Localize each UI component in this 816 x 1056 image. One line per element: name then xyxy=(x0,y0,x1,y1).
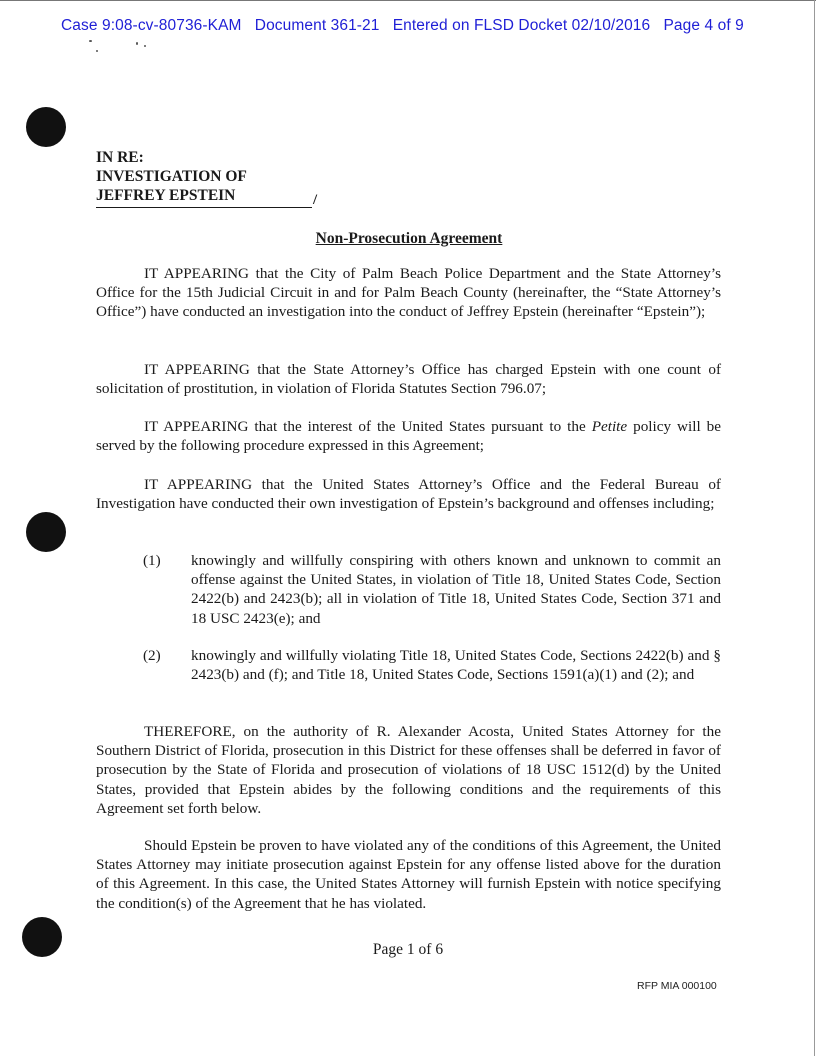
scan-top-edge xyxy=(0,0,816,1)
docket-header xyxy=(61,17,744,35)
paragraph: IT APPEARING that the interest of the United States pursuant to the Petite policy will be served by the following procedure expressed in this Agreement; xyxy=(96,418,721,455)
list-item-text: knowingly and willfully violating Title 18, United States Code, Sections 2422(b) and § 2423(b) and (f); and Title 18, United States Code, Sections 1591(a)(1) and (2); and xyxy=(191,647,721,684)
caption-underline xyxy=(96,207,312,208)
paragraph: IT APPEARING that the City of Palm Beach Police Department and the State Attorney’s Office for the 15th Judicial Circuit in and for Palm Beach County (hereinafter, the “State Attorney’s Office”) have conducted an investigation into the conduct of Jeffrey Epstein (hereinafter “Epstein”); xyxy=(96,265,721,321)
paragraph: Should Epstein be proven to have violated any of the conditions of this Agreement, the United States Attorney may initiate prosecution against Epstein for any offense listed above for the duration of this Agreement. In this case, the United States Attorney will furnish Epstein with notice specifying the condition(s) of the Agreement that he has violated. xyxy=(96,837,721,912)
header-case: Case 9:08-cv-80736-KAM xyxy=(61,17,242,34)
petite-emphasis: Petite xyxy=(591,418,628,435)
list-item-number: (2) xyxy=(143,647,161,664)
caption-line: INVESTIGATION OF xyxy=(96,168,247,185)
punch-hole-icon xyxy=(26,107,66,147)
caption-slash: / xyxy=(313,192,318,208)
paragraph: IT APPEARING that the State Attorney’s Office has charged Epstein with one count of solicitation of prostitution, in violation of Florida Statutes Section 796.07; xyxy=(96,361,721,398)
scan-speck xyxy=(136,42,138,45)
scan-speck xyxy=(144,45,146,47)
page-number: Page 1 of 6 xyxy=(372,941,444,958)
scan-right-edge xyxy=(814,0,815,1056)
case-caption xyxy=(96,148,247,205)
caption-line: IN RE: xyxy=(96,149,144,166)
scan-speck xyxy=(89,40,92,42)
scan-speck xyxy=(96,50,98,52)
header-document: Document 361-21 xyxy=(254,17,380,34)
document-title: Non-Prosecution Agreement xyxy=(315,230,503,247)
list-item xyxy=(96,551,721,628)
paragraph: THEREFORE, on the authority of R. Alexander Acosta, United States Attorney for the Southern District of Florida, prosecution in this District for these offenses shall be deferred in favor of prosecution by the State of Florida and prosecution of violations of 18 USC 1512(d) by the United States, provided that Epstein abides by the following conditions and the requirements of this Agreement set forth below. xyxy=(96,723,721,817)
caption-line: JEFFREY EPSTEIN xyxy=(96,187,236,204)
header-page: Page 4 of 9 xyxy=(663,17,744,34)
list-item xyxy=(96,646,721,684)
punch-hole-icon xyxy=(26,512,66,552)
header-entered: Entered on FLSD Docket 02/10/2016 xyxy=(392,17,651,34)
list-item-text: knowingly and willfully conspiring with others known and unknown to commit an offense against the United States, in violation of Title 18, United States Code, Section 2422(b) and 2423(b); all in violation of Title 18, United States Code, Section 371 and 18 USC 2423(e); and xyxy=(191,552,721,627)
bates-stamp: RFP MIA 000100 xyxy=(637,980,717,992)
list-item-number: (1) xyxy=(143,552,161,569)
paragraph: IT APPEARING that the United States Attorney’s Office and the Federal Bureau of Investigation have conducted their own investigation of Epstein’s background and offenses including; xyxy=(96,476,721,513)
